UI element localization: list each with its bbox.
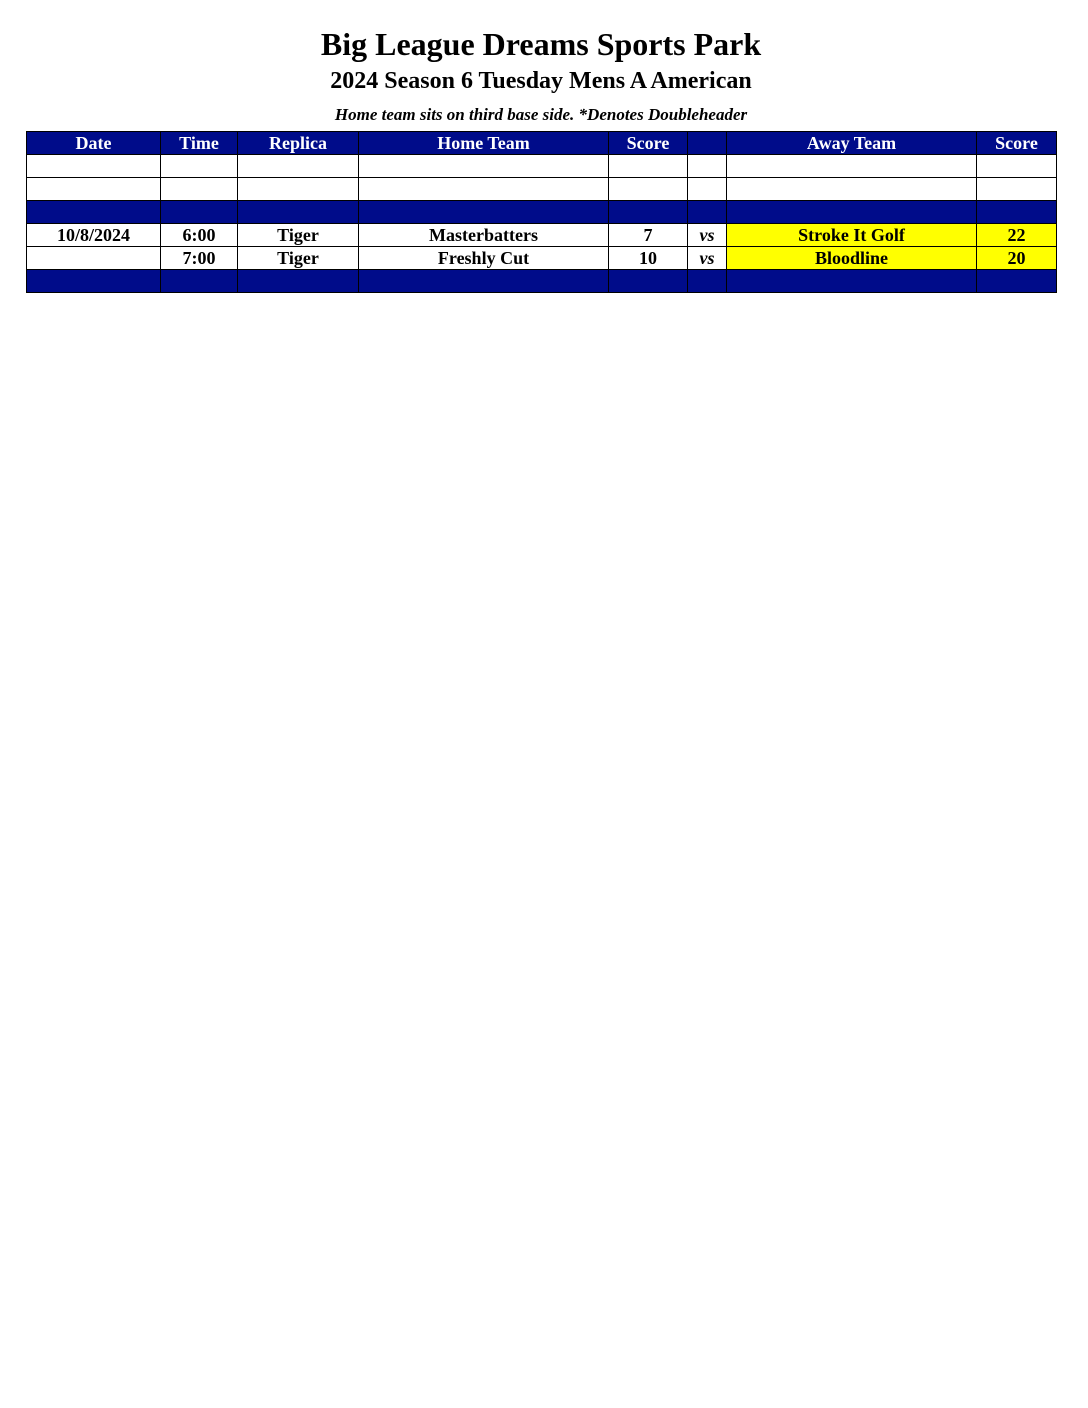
separator-cell <box>238 201 359 224</box>
empty-cell <box>238 178 359 201</box>
separator-cell <box>238 270 359 293</box>
empty-cell <box>161 155 238 178</box>
vs-label: vs <box>688 247 727 270</box>
header-row <box>27 132 1057 155</box>
game-row <box>27 224 1057 247</box>
empty-cell <box>727 178 977 201</box>
game-time: 6:00 <box>161 224 238 247</box>
empty-cell <box>238 155 359 178</box>
page-title: Big League Dreams Sports Park <box>320 26 762 62</box>
separator-cell <box>727 270 977 293</box>
empty-row <box>27 155 1057 178</box>
separator-cell <box>688 201 727 224</box>
game-time: 7:00 <box>161 247 238 270</box>
empty-cell <box>688 155 727 178</box>
separator-cell <box>609 201 688 224</box>
separator-row <box>27 270 1057 293</box>
vs-label: vs <box>688 224 727 247</box>
page-subtitle: 2024 Season 6 Tuesday Mens A American <box>330 68 752 94</box>
schedule-table <box>26 131 1057 293</box>
empty-cell <box>27 155 161 178</box>
empty-cell <box>359 178 609 201</box>
separator-cell <box>977 201 1057 224</box>
schedule-note: Home team sits on third base side. *Denotes Doubleheader <box>334 105 748 124</box>
column-header-replica: Replica <box>238 132 359 155</box>
empty-cell <box>977 178 1057 201</box>
separator-cell <box>609 270 688 293</box>
separator-cell <box>161 270 238 293</box>
empty-cell <box>977 155 1057 178</box>
separator-cell <box>27 201 161 224</box>
empty-cell <box>27 178 161 201</box>
column-header-away-score: Score <box>977 132 1057 155</box>
empty-cell <box>688 178 727 201</box>
separator-cell <box>27 270 161 293</box>
away-team: Stroke It Golf <box>727 224 977 247</box>
home-team: Masterbatters <box>359 224 609 247</box>
separator-cell <box>688 270 727 293</box>
column-header-vs <box>688 132 727 155</box>
empty-cell <box>609 155 688 178</box>
separator-cell <box>359 270 609 293</box>
away-team: Bloodline <box>727 247 977 270</box>
empty-cell <box>161 178 238 201</box>
separator-cell <box>359 201 609 224</box>
column-header-home-team: Home Team <box>359 132 609 155</box>
game-replica: Tiger <box>238 247 359 270</box>
separator-cell <box>161 201 238 224</box>
column-header-date: Date <box>27 132 161 155</box>
game-date: 10/8/2024 <box>27 224 161 247</box>
away-score: 22 <box>977 224 1057 247</box>
empty-row <box>27 178 1057 201</box>
game-date <box>27 247 161 270</box>
column-header-home-score: Score <box>609 132 688 155</box>
game-replica: Tiger <box>238 224 359 247</box>
separator-cell <box>977 270 1057 293</box>
home-team: Freshly Cut <box>359 247 609 270</box>
empty-cell <box>359 155 609 178</box>
empty-cell <box>609 178 688 201</box>
column-header-away-team: Away Team <box>727 132 977 155</box>
separator-cell <box>727 201 977 224</box>
home-score: 10 <box>609 247 688 270</box>
empty-cell <box>727 155 977 178</box>
game-row <box>27 247 1057 270</box>
away-score: 20 <box>977 247 1057 270</box>
home-score: 7 <box>609 224 688 247</box>
column-header-time: Time <box>161 132 238 155</box>
separator-row <box>27 201 1057 224</box>
